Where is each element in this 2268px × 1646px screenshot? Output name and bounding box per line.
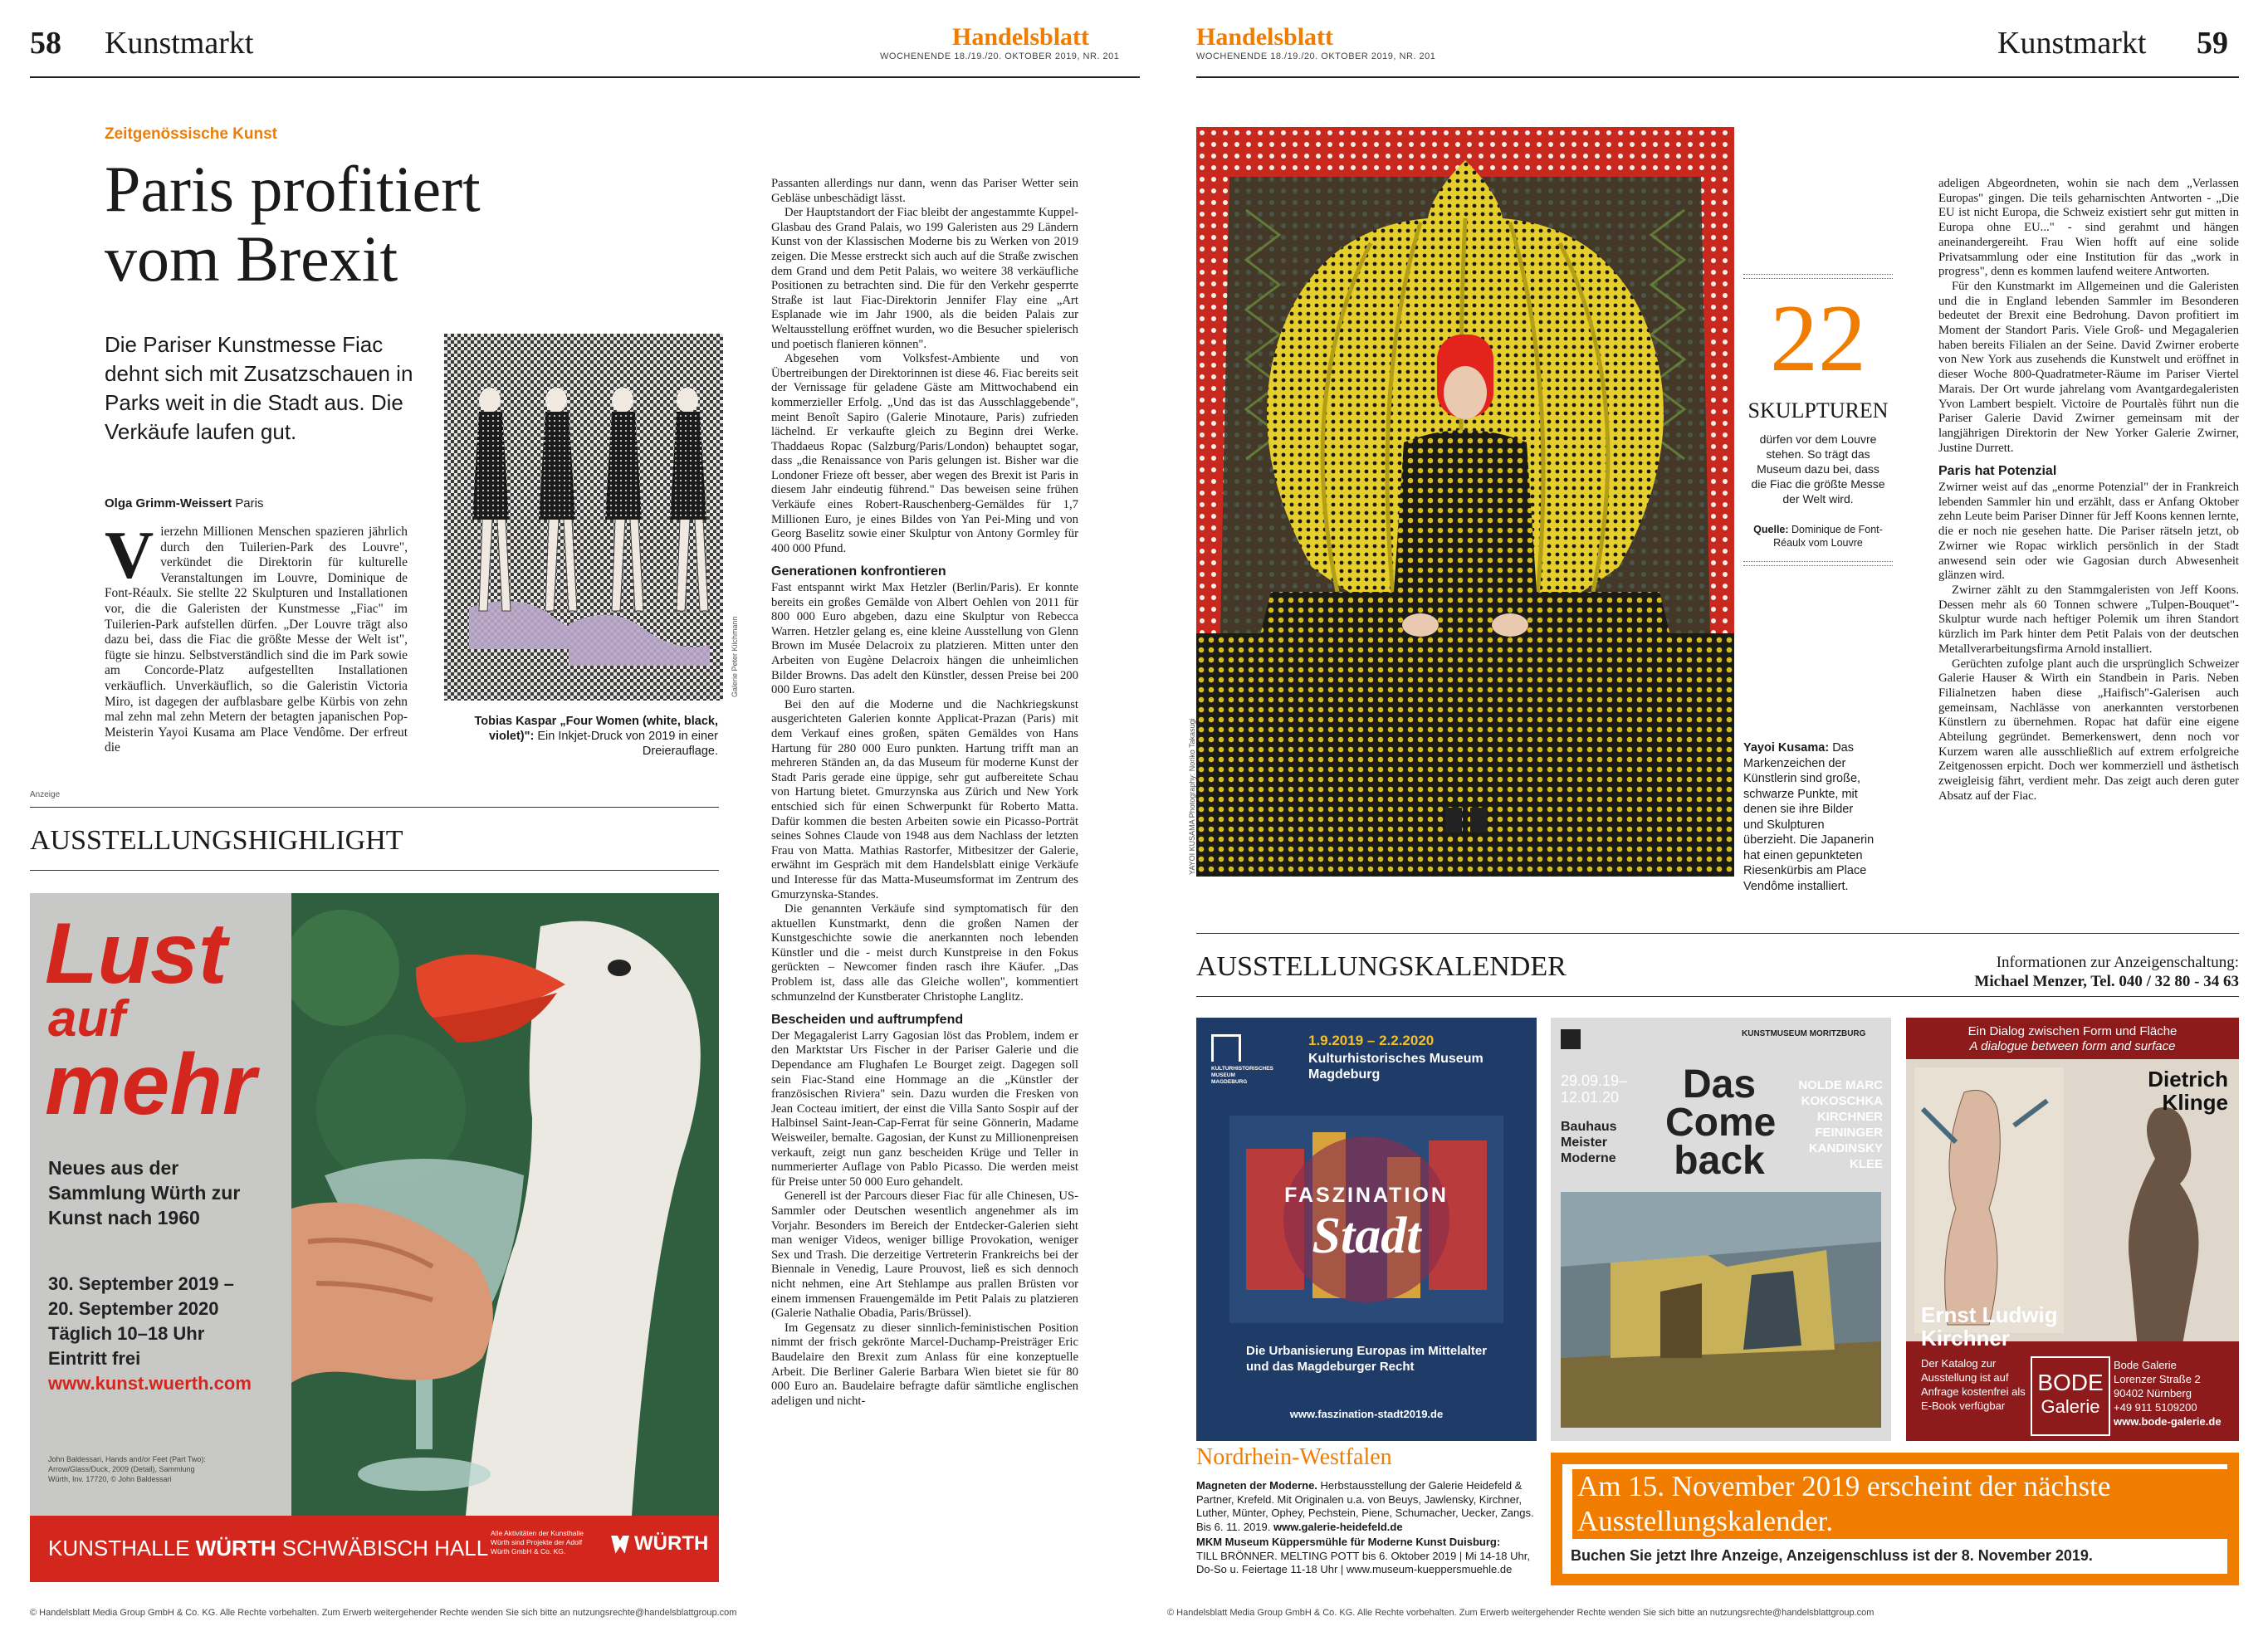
bode-address <box>2114 1358 2238 1429</box>
fact-number: 22 <box>1770 286 1866 392</box>
highlight-bottom-rule <box>30 870 719 871</box>
ad-wuerth-title <box>45 906 257 1133</box>
nrw-entry-2-url[interactable]: www.museum-kueppersmuehle.de <box>1346 1563 1513 1575</box>
moritzburg-title: Das Come back <box>1665 1062 1777 1183</box>
left-masthead-issue: WOCHENENDE 18./19./20. OKTOBER 2019, NR. 201 <box>880 51 1120 61</box>
moritzburg-painting <box>1561 1192 1881 1428</box>
ad-wuerth-subtitle: Neues aus der Sammlung Würth zur Kunst nach 1960 <box>48 1157 241 1228</box>
ad-wuerth-footer-c: SCHWÄBISCH HALL <box>276 1536 489 1561</box>
kusama-photo <box>1196 127 1734 877</box>
right-article-column <box>1938 177 2239 804</box>
ad-wuerth-entry: Eintritt frei <box>48 1348 141 1369</box>
bode-url[interactable]: www.bode-galerie.de <box>2114 1415 2222 1428</box>
wuerth-logo-icon <box>611 1536 629 1554</box>
ad-moritzburg[interactable] <box>1551 1018 1891 1441</box>
nrw-entry-1 <box>1196 1479 1537 1534</box>
right-paragraph-3: Zwirner weist auf das „enorme Potenzial" der in Frankreich lebenden Sammler hin und erzählt, dass er Anfang Oktober zehn Leute beim Pariser Dinner für Jeff Koons kennen lernte, die er noch nie gesehen hatte. Die Pariser rätseln jetzt, ob Zwirner wie Ropac wirklich persönlich in der Stadt anwesend sein oder wie Gagosian durch Abwesenheit glänzen wird. <box>1938 481 2239 583</box>
bode-artist-2: Ernst Ludwig Kirchner <box>1921 1302 2058 1351</box>
article-kicker: Zeitgenössische Kunst <box>105 125 277 143</box>
ad-wuerth-footer <box>30 1516 719 1582</box>
magdeburg-logo-icon <box>1211 1034 1241 1062</box>
col3-paragraph-3: Abgesehen vom Volksfest-Ambiente und von Übertreibungen der Direktorinnen ist diese 46. Fiac bereits seit der Vernissage für geladene Gäste am Mittwochabend ein kommerzieller Erfolg. „Und das ist das Ausschlaggebende", meint Benoît Sapiro (Galerie Minotaure, Paris) zufrieden lächelnd. Er verkaufte gleich zu Beginn drei Werke. Thaddaeus Ropac (Salzburg/Paris/London) behauptet sogar, dass „die Renaissance von Paris gelungen ist. Bisher war die Londoner Frieze oft besser, aber wegen des Brexit ist Paris in diesem Jahr eindeutig führend." Das beweisen seine frühen Verkäufe eines Robert-Rauschenberg-Gemäldes für 1,7 Millionen Euro, je eines Bildes von Yan Pei-Ming und von Georg Baselitz sowie einer Skulptur von Antony Gormley für 400 000 Pfund. <box>771 352 1078 555</box>
ad-wuerth-footer-a: KUNSTHALLE <box>48 1536 196 1561</box>
left-copyright: © Handelsblatt Media Group GmbH & Co. KG. Alle Rechte vorbehalten. Zum Erwerb weitergehender Rechte wenden Sie sich bitte an nutzungsrechte@handelsblattgroup.com <box>30 1608 737 1618</box>
right-section-title: Kunstmarkt <box>1997 26 2147 61</box>
magdeburg-desc: Die Urbanisierung Europas im Mittelalter und das Magdeburger Recht <box>1246 1344 1488 1374</box>
ad-wuerth-photo <box>291 893 719 1516</box>
right-masthead-logo: Handelsblatt <box>1196 23 1334 51</box>
magdeburg-dates: 1.9.2019 – 2.2.2020 <box>1308 1033 1435 1048</box>
magdeburg-title-1: FASZINATION <box>1284 1184 1449 1207</box>
artwork-caption-text: Ein Inkjet-Druck von 2019 in einer Dreierauflage. <box>537 730 718 758</box>
ad-wuerth-logo-text: WÜRTH <box>634 1532 709 1555</box>
subheading-generationen: Generationen konfrontieren <box>771 564 946 579</box>
bode-address-1: Bode Galerie <box>2114 1359 2177 1371</box>
bode-catalog: Der Katalog zur Ausstellung ist auf Anfrage kostenfrei als E-Book verfügbar <box>1921 1357 2026 1412</box>
ad-bode[interactable] <box>1906 1018 2239 1441</box>
artwork-image-four-women <box>444 334 723 701</box>
bode-address-3: 90402 Nürnberg <box>2114 1387 2192 1399</box>
announcement-title: Am 15. November 2019 erscheint der nächste Ausstellungskalender. <box>1572 1469 2238 1539</box>
ad-wuerth-url[interactable]: www.kunst.wuerth.com <box>48 1373 252 1394</box>
fact-source <box>1748 523 1888 549</box>
headline-line-2: vom Brexit <box>105 222 398 295</box>
calendar-info-line-1: Informationen zur Anzeigenschaltung: <box>1996 954 2239 971</box>
col3-paragraph-1: Passanten allerdings nur dann, wenn das Pariser Wetter sein Gebläse unbeschädigt lässt. <box>771 177 1078 205</box>
magdeburg-title-2: Stadt <box>1312 1208 1421 1264</box>
col3-paragraph-8: Generell ist der Parcours dieser Fiac für alle Chinesen, US-Sammler oder Deutschen wesentlich angenehmer als im Vorjahr. Besonders im Bereich der Entdecker-Galerien sieht man weniger Videos, weniger billige Provokation, weniger Sex und Trash. Die derzeitige Vertreterin Frankreichs bei der Biennale in Venedig, Laure Prouvost, ließ es sich dennoch nicht nehmen, eine Art Stehlampe aus prallen Brüsten vor einem immensen Frauengemälde im Petit Palais zu platzieren (Galerie Nathalie Obadia, Paris/Brüssel). <box>771 1189 1078 1321</box>
fact-box-top-rule <box>1743 274 1893 279</box>
magdeburg-logo-text: KULTURHISTORISCHES MUSEUM MAGDEBURG <box>1211 1066 1273 1085</box>
column-1-text: ierzehn Millionen Menschen spazieren jährlich durch den Tuilerien-Park des Louvre", verkündet die Direktorin für kulturelle Veranstaltungen im Louvre, Dominique de Font-Réaulx. Sie stellte 22 Skulpturen und Installationen vor, die die Galeristen der Kunstmesse „Fiac" im Tuilerien-Park aufstellen dürfen. „Der Louvre trägt also dazu bei, dass die Fiac die größte Messe der Welt ist", fügte sie hinzu. Selbstverständlich sind die im Park sowie am Concorde-Platz aufgestellten Installationen verkäuflich. Unverkäuflich, so die Galeristin Victoria Miro, ist dagegen der aufblasbare gelbe Kürbis von zehn mal zehn mal zehn Metern der betagten japanischen Pop-Meisterin Yayoi Kusama am Place Vendôme. Der erfreut die <box>105 525 408 755</box>
ad-wuerth-date-2: 20. September 2020 <box>48 1298 219 1319</box>
headline-line-1: Paris profitiert <box>105 153 481 225</box>
announcement-box <box>1551 1453 2239 1585</box>
magdeburg-url[interactable]: www.faszination-stadt2019.de <box>1289 1408 1444 1420</box>
subheading-bescheiden: Bescheiden und auftrumpfend <box>771 1013 964 1028</box>
artwork-caption <box>461 714 718 759</box>
dropcap: V <box>105 517 154 593</box>
right-page-number: 59 <box>2197 26 2228 61</box>
ad-wuerth-title-line-3: mehr <box>45 1036 257 1133</box>
fact-source-text: Dominique de Font-Réaulx vom Louvre <box>1773 524 1883 549</box>
ad-wuerth-footer-b: WÜRTH <box>195 1536 276 1561</box>
article-column-1 <box>105 517 408 756</box>
ad-wuerth-credit: John Baldessari, Hands and/or Feet (Part Two): Arrow/Glass/Duck, 2009 (Detail), Sammlung Würth, Inv. 17720, © John Baldessari <box>48 1455 206 1483</box>
kusama-caption <box>1743 740 1876 894</box>
calendar-info-line-2: Michael Menzer, Tel. 040 / 32 80 - 34 63 <box>1974 973 2239 990</box>
goose-and-glass-illustration <box>291 893 719 1516</box>
nrw-entry-1-text: Herbstausstellung der Galerie Heidefeld & Partner, Krefeld. Mit Originalen u.a. von Beuys, Jawlensky, Kirchner, Luther, Münter, Ophey, Pechstein, Piene, Schumacher, Uecker, Zangs. Bis 6. 11. 2019. <box>1196 1479 1534 1533</box>
bode-topline <box>1906 1024 2239 1054</box>
bode-address-2: Lorenzer Straße 2 <box>2114 1373 2201 1385</box>
right-paragraph-2: Für den Kunstmarkt im Allgemeinen und die Galeristen und die in England lebenden Sammler im Besonderen bedeutet der Brexit eine Bedrohung. Davon profitiert im Moment der Standort Paris. Viele Groß- und Megagalerien haben bereits Filialen an der Seine. David Zwirner eroberte von New York aus zusehends die Kunstwelt und eröffnet in dieser Woche 800-Quadratmeter-Räume im Pariser Viertel Marais. Der Ort wurde jahrelang vom Avantgardegaleristen Yvon Lambert bespielt. Victoire de Pourtalès führt nun die Pariser Galerie David Zwirner gemeinsam mit der langjährigen Direktorin der New Yorker Galerie Zwirner, Justine Durrett. <box>1938 279 2239 455</box>
ad-wuerth-title-line-1: Lust <box>45 906 227 1002</box>
right-copyright: © Handelsblatt Media Group GmbH & Co. KG. Alle Rechte vorbehalten. Zum Erwerb weitergehender Rechte wenden Sie sich bitte an nutzungsrechte@handelsblattgroup.com <box>1167 1608 1875 1618</box>
ad-wuerth-footer-note: Alle Aktivitäten der Kunsthalle Würth sind Projekte der Adolf Würth GmbH & Co. KG. <box>491 1529 584 1556</box>
col3-paragraph-5: Bei den auf die Moderne und die Nachkriegskunst ausgerichteten Galerien konnte Applicat-Prazan (Paris) mit dem Verkauf eines großen, späten Gemäldes von Hans Hartung für 280 000 Euro punkten. Hartung trifft man an mehreren Ständen an, da das Museum für moderne Kunst der Stadt Paris gerade eine üppige, sehr gut aufbereitete Schau von Hartung bietet. Gmurzynska aus Zürich und New York entschied sich für einen Schwerpunkt für Roberto Matta. Dafür kommen die besten Arbeiten sowie ein Picasso-Porträt seines Sohnes Claude von 1948 aus dem Nachlass der letzten Frau von Matta. Mathias Rastorfer, Mitbesitzer der Galerie, erwähnt im Gespräch mit dem Handelsblatt einige Verkäufe und Interesse für das Matta-Museumsformat im Zentrum des Gmurzynska-Standes. <box>771 697 1078 901</box>
ad-wuerth-date-1: 30. September 2019 – <box>48 1273 234 1294</box>
artwork-caption-bold: Tobias Kaspar „Four Women (white, black, violet)": <box>474 715 718 743</box>
moritzburg-logo-icon <box>1561 1029 1581 1049</box>
ad-wuerth-hours: Täglich 10–18 Uhr <box>48 1323 205 1344</box>
calendar-bottom-rule <box>1196 996 2239 997</box>
ad-wuerth-dates <box>48 1272 252 1396</box>
author-name: Olga Grimm-Weissert <box>105 496 232 510</box>
ad-wuerth[interactable] <box>30 893 719 1582</box>
moritzburg-museum: KUNSTMUSEUM MORITZBURG <box>1742 1029 1866 1038</box>
left-section-title: Kunstmarkt <box>105 26 254 61</box>
left-header-rule <box>30 76 1140 78</box>
col3-paragraph-7: Der Megagalerist Larry Gagosian löst das Problem, indem er den Marktstar Urs Fischer in der Pariser Galerie und die Dependance am Flughafen Le Bourget zeigt. Dagegen soll sein Fiac-Stand eine Hommage an die „Künstler der französischen Riviera" sein. Dazu wurden die Fresken von Jean Cocteau imitiert, der einst die Villa Santo Sospir auf der Halbinsel Saint-Jean-Cap-Ferrat für seine Gönnerin, Madame Weisweiler, bemalte. Gagosian, der Kunst zu Millionenpreisen verkauft, zeigt nun ganz bescheiden Krüge und Teller in nummerierter Auflage von Pablo Picasso. Die werden meist für Preise unter 50 000 Euro gehandelt. <box>771 1028 1078 1189</box>
nrw-entry-2-text: TILL BRÖNNER. MELTING POTT bis 6. Oktober 2019 | Mi 14-18 Uhr, Do-So u. Feiertage 11-18 Uhr | <box>1196 1549 1530 1575</box>
article-lead: Die Pariser Kunstmesse Fiac dehnt sich mit Zusatzschauen in Parks weit in die Stadt aus. Die Verkäufe laufen gut. <box>105 332 413 444</box>
subheading-potenzial: Paris hat Potenzial <box>1938 464 2057 479</box>
calendar-title: AUSSTELLUNGSKALENDER <box>1196 951 1567 982</box>
anzeige-label: Anzeige <box>30 790 61 799</box>
fact-text: dürfen vor dem Louvre stehen. So trägt das Museum dazu bei, dass die Fiac die größte Messe der Welt wird. <box>1751 432 1885 506</box>
fact-label: SKULPTUREN <box>1747 398 1889 422</box>
left-page-number: 58 <box>30 26 61 61</box>
artwork-image-credit: Galerie Peter Kilchmann <box>731 616 739 697</box>
calendar-info <box>1909 953 2239 991</box>
ad-magdeburg[interactable] <box>1196 1018 1537 1441</box>
right-paragraph-1: adeligen Abgeordneten, wohin sie nach dem „Verlassen Europas" gingen. Die teils geharnischten Antworten - „Die EU ist nicht Europa, die Schweiz existiert sehr gut mitten in Europa ohne EU..." - sind gerahmt und hängen aneinandergereiht. Frau Wien hofft auf eine solide Privatsammlung oder eine Institution für das „work in progress", denn es kommen laufend weitere Antworten. <box>1938 177 2239 279</box>
ad-wuerth-logo <box>611 1532 708 1556</box>
highlight-title: AUSSTELLUNGSHIGHLIGHT <box>30 825 403 856</box>
artwork-illustration <box>444 334 723 701</box>
moritzburg-sub: Bauhaus Meister Moderne <box>1561 1120 1617 1165</box>
author-location: Paris <box>235 496 264 510</box>
article-byline <box>105 496 263 510</box>
nrw-entry-2 <box>1196 1536 1537 1577</box>
left-masthead-logo: Handelsblatt <box>952 23 1090 51</box>
kusama-photo-credit: YAYOI KUSAMA Photography: Noriko Takasugi <box>1188 718 1196 875</box>
nrw-entry-2-bold: MKM Museum Küppersmühle für Moderne Kunst Duisburg: <box>1196 1536 1501 1548</box>
article-column-3 <box>771 177 1078 1409</box>
announcement-sub: Buchen Sie jetzt Ihre Anzeige, Anzeigenschluss ist der 8. November 2019. <box>1571 1547 2093 1564</box>
bode-logo-line-1: BODE <box>2037 1370 2104 1395</box>
kusama-caption-text: Das Markenzeichen der Künstlerin sind große, schwarze Punkte, mit denen sie ihre Bilder und Skulpturen überzieht. Die Japanerin hat einen gepunkteten Riesenkürbis am Place Vendôme installiert. <box>1743 741 1875 893</box>
bode-topline-1: Ein Dialog zwischen Form und Fläche <box>1967 1024 2178 1038</box>
kusama-caption-bold: Yayoi Kusama: <box>1743 741 1830 755</box>
right-paragraph-5: Gerüchten zufolge plant auch die ursprünglich Schweizer Galerie Hauser & Wirth ein Standbein in Paris. Neben Filialnetzen haben diese „Haifisch"-Galerisen auch gemeinsam, Nachlässe von anerkannten verstorbenen Künstlern zu übernehmen. Ropac hat dafür eine eigene Abteilung gegründet. Bemerkenswert, denn noch vor Kurzem waren alle ausschließlich auf extrem erfolgreiche Zeitgenossen erpicht. Doch wer kommerziell und ästhetisch zweigleisig fährt, verdient mehr. Das zeigt auch deren guter Absatz auf der Fiac. <box>1938 657 2239 803</box>
kusama-pumpkin-illustration <box>1196 127 1734 877</box>
calendar-top-rule <box>1196 933 2239 934</box>
right-paragraph-4: Zwirner zählt zu den Stammgaleristen von Jeff Koons. Dessen mehr als 60 Tonnen schwere „Tulpen-Bouquet"-Skulptur wurde nach heftiger Polemik um ihren Standort kürzlich im Park hinter dem Petit Palais von der deutschen Metallverarbeitungsfirma Arnold installiert. <box>1938 583 2239 656</box>
bode-logo <box>2031 1356 2110 1436</box>
ad-wuerth-footer-name <box>48 1536 488 1561</box>
col3-paragraph-6: Die genannten Verkäufe sind symptomatisch für den aktuellen Kunstmarkt, denn die großen Namen der Kunstgeschichte sowie die anerkannten noch lebenden Künstler und die - meist durch Kunstpreise in den Fokus gerückten – Newcomer finden rasch ihre Käufer. „Das Problem ist, dass alle das Gleiche wollen", kommentiert schmunzelnd der Kunstberater Christophe Langlitz. <box>771 902 1078 1004</box>
col3-paragraph-2: Der Hauptstandort der Fiac bleibt der angestammte Kuppel-Glasbau des Grand Palais, wo 199 Galeristen aus 29 Ländern Kunst von der Klassischen Moderne bis zu Werken von 2019 zeigen. Die Messe erstreckt sich auch auf die Straße zwischen dem Grand und dem Petit Palais, wo weitere 38 verkäufliche Positionen zu betrachten sind. Die für den Verkehr gesperrte Straße ist laut Fiac-Direktorin Jennifer Flay eine „Art Esplanade wie im Jahr 1900, als die beiden Palais zur Weltausstellung eröffnet wurden, wo die Besucher spielerisch und poetisch flanieren können". <box>771 206 1078 351</box>
moritzburg-artists: NOLDE MARC KOKOSCHKA KIRCHNER FEININGER KANDINSKY KLEE <box>1798 1078 1883 1171</box>
highlight-top-rule <box>30 807 719 808</box>
moritzburg-dates: 29.09.19– 12.01.20 <box>1561 1072 1628 1106</box>
fact-source-bold: Quelle: <box>1753 524 1789 535</box>
col3-paragraph-9: Im Gegensatz zu dieser sinnlich-feministischen Position nimmt der frisch gekrönte Marcel-Duchamp-Preisträger Eric Baudelaire den Brexit zum Anlass für eine konzeptuelle Arbeit. Die Berliner Galerie Barbara Wien bietet sie für 80 000 Euro an. Baudelaire befragte dafür sämtliche englischen adeligen und nicht- <box>771 1321 1078 1408</box>
nrw-entry-1-url[interactable]: www.galerie-heidefeld.de <box>1273 1520 1403 1533</box>
ad-wuerth-title-line-2: auf <box>48 989 125 1048</box>
right-masthead-issue: WOCHENENDE 18./19./20. OKTOBER 2019, NR. 201 <box>1196 51 1436 61</box>
article-headline <box>105 154 636 294</box>
bode-topline-2: A dialogue between form and surface <box>1969 1039 2176 1053</box>
right-header-rule <box>1196 76 2239 78</box>
fact-box-bottom-rule <box>1743 561 1893 566</box>
magdeburg-museum: Kulturhistorisches Museum Magdeburg <box>1308 1052 1483 1082</box>
col3-paragraph-4: Fast entspannt wirkt Max Hetzler (Berlin/Paris). Er konnte bereits ein großes Gemälde von Albert Oehlen von 2011 für 800 000 Euro abgeben, dazu eine Skulptur von Rebecca Warren. Hetzler gelang es, eine kleine Ausstellung von Glenn Brown im Musée Delacroix zu platzieren. Mitten unter den Arbeiten von Eugène Delacroix hängen die unheimlichen Bilder Browns. Das adelt den Künstler, dessen Preise bei 200 000 Euro starten. <box>771 581 1078 697</box>
bode-address-4: +49 911 5109200 <box>2114 1401 2197 1414</box>
bode-logo-line-2: Galerie <box>2041 1396 2100 1417</box>
moritzburg-painting-illustration <box>1561 1192 1881 1428</box>
bode-artist-1: Dietrich Klinge <box>2148 1067 2228 1115</box>
nrw-entry-1-bold: Magneten der Moderne. <box>1196 1479 1317 1492</box>
nrw-title: Nordrhein-Westfalen <box>1196 1444 1392 1470</box>
